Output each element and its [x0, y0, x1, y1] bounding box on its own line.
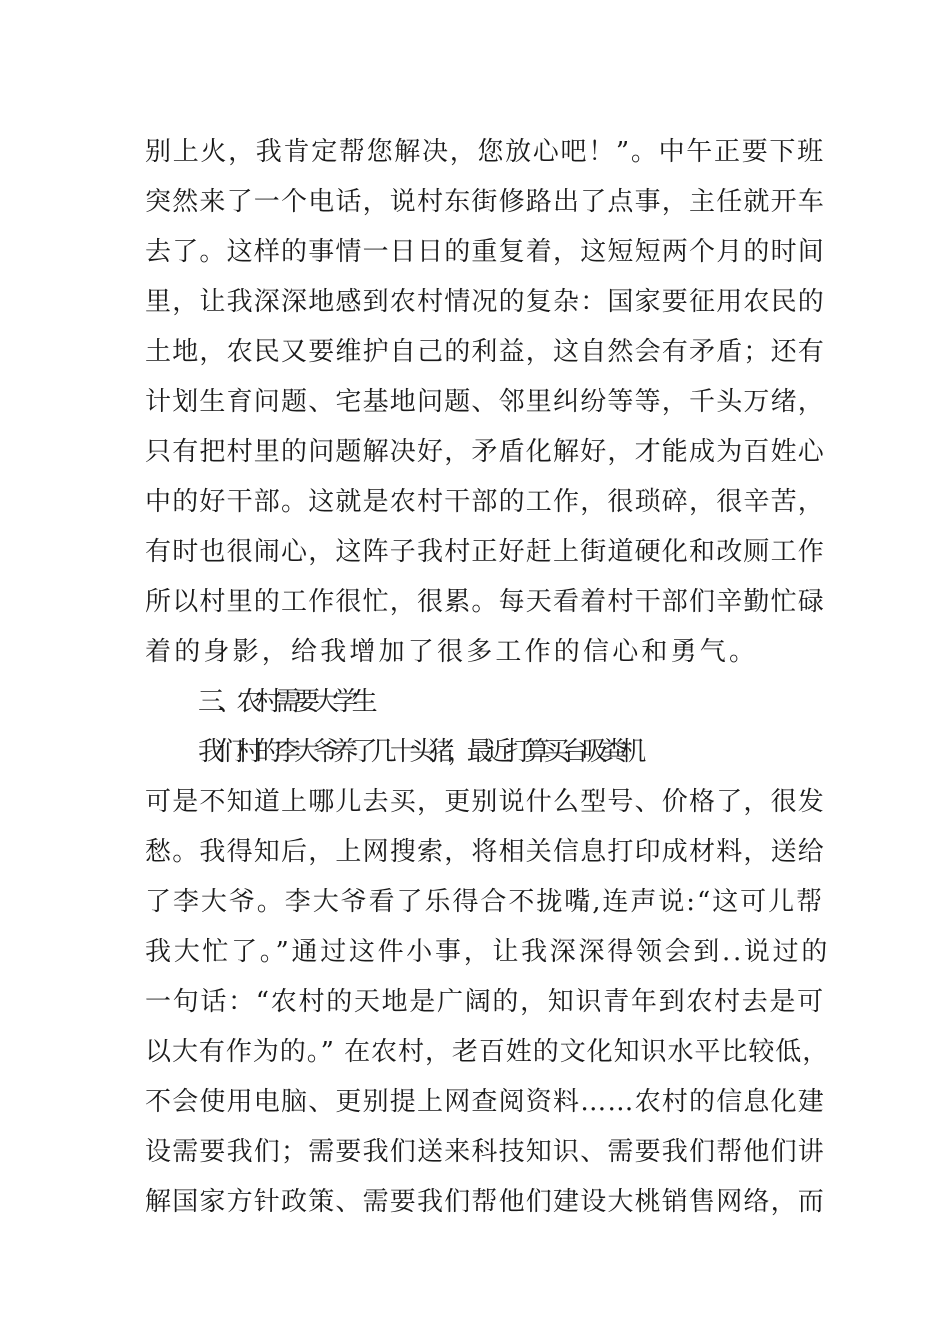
text-line: 一句话：“农村的天地是广阔的，知识青年到农村去是可: [145, 987, 825, 1017]
text-line: 不会使用电脑、更别提上网查阅资料……农村的信息化建: [145, 1087, 826, 1117]
section-heading: 三、农村需要大学生: [198, 687, 371, 717]
text-line: 土地，农民又要维护自己的利益，这自然会有矛盾；还有: [145, 337, 826, 367]
text-line: 所以村里的工作很忙，很累。每天看着村干部们辛勤忙碌: [145, 587, 826, 617]
text-line: 我大忙了。”通过这件小事，让我深深得领会到..说过的: [145, 937, 831, 967]
text-line: 设需要我们；需要我们送来科技知识、需要我们帮他们讲: [145, 1137, 826, 1167]
text-line: 可是不知道上哪儿去买，更别说什么型号、价格了，很发: [145, 787, 826, 817]
text-line: 解国家方针政策、需要我们帮他们建设大桃销售网络，而: [145, 1187, 826, 1217]
text-line: 着的身影，给我增加了很多工作的信心和勇气。: [145, 637, 759, 667]
text-line: 有时也很闹心，这阵子我村正好赶上街道硬化和改厕工作: [145, 537, 826, 567]
text-line: 别上火，我肯定帮您解决，您放心吧！”。中午正要下班: [145, 137, 825, 167]
text-line: 计划生育问题、宅基地问题、邻里纠纷等等，千头万绪，: [145, 387, 826, 417]
text-line: 了李大爷。李大爷看了乐得合不拢嘴,连声说:“这可儿帮: [145, 887, 825, 917]
text-line: 愁。我得知后，上网搜索，将相关信息打印成材料，送给: [145, 837, 826, 867]
text-line: 去了。这样的事情一日日的重复着，这短短两个月的时间: [145, 237, 826, 267]
text-line: 里，让我深深地感到农村情况的复杂：国家要征用农民的: [145, 287, 826, 317]
text-line: 突然来了一个电话，说村东街修路出了点事，主任就开车: [145, 187, 826, 217]
text-line: 以大有作为的。” 在农村，老百姓的文化知识水平比较低，: [145, 1037, 830, 1067]
text-line: 我们村的李大爷养了几十头猪，最近打算买台吸粪机: [198, 737, 640, 767]
text-line: 中的好干部。这就是农村干部的工作，很琐碎，很辛苦，: [145, 487, 826, 517]
text-line: 只有把村里的问题解决好，矛盾化解好，才能成为百姓心: [145, 437, 826, 467]
